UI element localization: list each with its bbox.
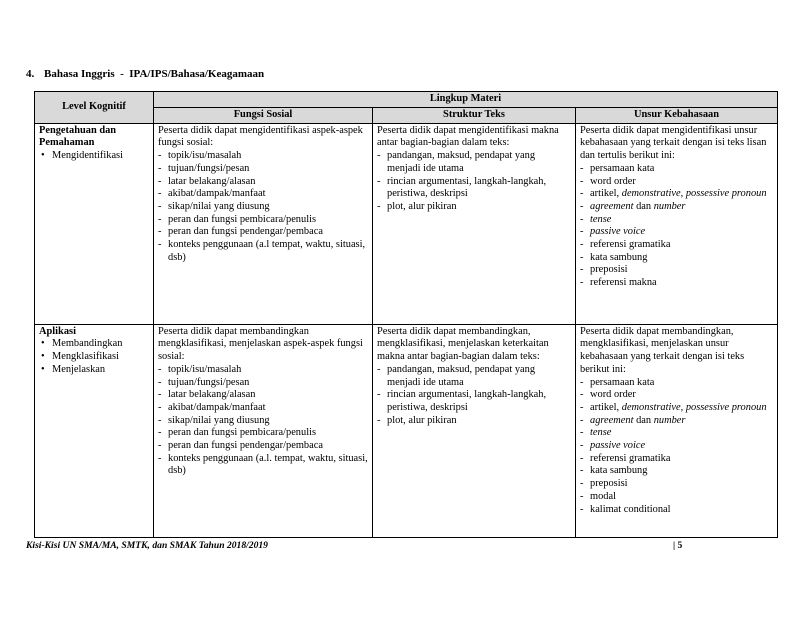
list-item: - preposisi bbox=[580, 264, 773, 277]
level-title: Aplikasi bbox=[39, 325, 76, 337]
list-item: - pandangan, maksud, pendapat yang menjadi ide utama bbox=[377, 150, 571, 175]
list-item: - peran dan fungsi pendengar/pembaca bbox=[158, 440, 368, 453]
level-title: Pengetahuan dan Pemahaman bbox=[39, 124, 117, 149]
list-item: - passive voice bbox=[580, 226, 773, 239]
list-item bbox=[580, 402, 773, 415]
level-cell bbox=[35, 324, 154, 537]
page-number: | 5 bbox=[673, 540, 683, 551]
list-item: - plot, alur pikiran bbox=[377, 415, 571, 428]
fungsi-cell bbox=[154, 324, 373, 537]
list-item: - kata sambung bbox=[580, 252, 773, 265]
list-item: - rincian argumentasi, langkah-langkah, peristiwa, deskripsi bbox=[377, 176, 571, 201]
list-item-part: agreement bbox=[590, 200, 634, 212]
kisi-kisi-table bbox=[34, 91, 778, 538]
list-item: - akibat/dampak/manfaat bbox=[158, 402, 368, 415]
struktur-cell bbox=[373, 324, 576, 537]
level-cell bbox=[35, 123, 154, 324]
fungsi-intro: Peserta didik dapat membandingkan mengklasifikasi, menjelaskan aspek-aspek fungsi sosial: bbox=[158, 325, 363, 363]
list-item: - persamaan kata bbox=[580, 377, 773, 390]
list-item: - kalimat conditional bbox=[580, 504, 773, 517]
struktur-intro: Peserta didik dapat mengidentifikasi makna antar bagian-bagian dalam teks: bbox=[377, 124, 559, 149]
list-item-part: number bbox=[653, 414, 686, 426]
list-item: - preposisi bbox=[580, 478, 773, 491]
list-item: - tujuan/fungsi/pesan bbox=[158, 377, 368, 390]
list-item-part: dan bbox=[633, 414, 654, 426]
level-item: • Menjelaskan bbox=[39, 364, 149, 377]
list-item bbox=[580, 188, 773, 201]
header-level-kognitif: Level Kognitif bbox=[35, 92, 154, 124]
list-item-part: dan bbox=[633, 200, 654, 212]
level-item: • Membandingkan bbox=[39, 338, 149, 351]
list-item: - sikap/nilai yang diusung bbox=[158, 415, 368, 428]
list-item: - peran dan fungsi pembicara/penulis bbox=[158, 214, 368, 227]
level-item: • Mengklasifikasi bbox=[39, 351, 149, 364]
footer-title: Kisi-Kisi UN SMA/MA, SMTK, dan SMAK Tahun 2018/2019 bbox=[26, 540, 268, 551]
section-title: Bahasa Inggris - IPA/IPS/Bahasa/Keagamaan bbox=[44, 68, 265, 80]
unsur-intro: Peserta didik dapat mengidentifikasi unsur kebahasaan yang terkait dengan isi teks lisan dan tertulis berikut ini: bbox=[580, 124, 767, 162]
list-item: - konteks penggunaan (a.l tempat, waktu, situasi, dsb) bbox=[158, 239, 368, 264]
unsur-cell bbox=[576, 123, 778, 324]
list-item: - topik/isu/masalah bbox=[158, 150, 368, 163]
list-item: - peran dan fungsi pendengar/pembaca bbox=[158, 226, 368, 239]
list-item: - latar belakang/alasan bbox=[158, 176, 368, 189]
list-item: - latar belakang/alasan bbox=[158, 389, 368, 402]
level-item: • Mengidentifikasi bbox=[39, 150, 149, 163]
list-item: - word order bbox=[580, 389, 773, 402]
struktur-cell bbox=[373, 123, 576, 324]
list-item: - persamaan kata bbox=[580, 163, 773, 176]
unsur-intro: Peserta didik dapat membandingkan, mengklasifikasi, menjelaskan unsur kebahasaan yang terkait dengan isi teks berikut ini: bbox=[580, 325, 745, 375]
list-item: - konteks penggunaan (a.l. tempat, waktu, situasi, dsb) bbox=[158, 453, 368, 478]
list-item: - referensi gramatika bbox=[580, 239, 773, 252]
list-item: - peran dan fungsi pembicara/penulis bbox=[158, 427, 368, 440]
list-item: - plot, alur pikiran bbox=[377, 201, 571, 214]
list-item: - topik/isu/masalah bbox=[158, 364, 368, 377]
header-struktur-teks: Struktur Teks bbox=[373, 107, 576, 123]
list-item-part: agreement bbox=[590, 414, 634, 426]
list-item: - word order bbox=[580, 176, 773, 189]
list-item-part: demonstrative, possessive pronoun bbox=[621, 401, 767, 413]
list-item: - sikap/nilai yang diusung bbox=[158, 201, 368, 214]
struktur-intro: Peserta didik dapat membandingkan, mengklasifikasi, menjelaskan keterkaitan makna antar bagian-bagian dalam teks: bbox=[377, 325, 549, 363]
fungsi-intro: Peserta didik dapat mengidentifikasi aspek-aspek fungsi sosial: bbox=[158, 124, 363, 149]
unsur-cell bbox=[576, 324, 778, 537]
header-lingkup-materi: Lingkup Materi bbox=[154, 92, 778, 108]
table-row bbox=[35, 123, 778, 324]
list-item: - referensi makna bbox=[580, 277, 773, 290]
section-heading bbox=[26, 68, 264, 80]
list-item: - rincian argumentasi, langkah-langkah, peristiwa, deskripsi bbox=[377, 389, 571, 414]
fungsi-cell bbox=[154, 123, 373, 324]
list-item-part: artikel, bbox=[590, 188, 622, 200]
header-unsur-kebahasaan: Unsur Kebahasaan bbox=[576, 107, 778, 123]
list-item: - akibat/dampak/manfaat bbox=[158, 188, 368, 201]
list-item: - pandangan, maksud, pendapat yang menjadi ide utama bbox=[377, 364, 571, 389]
list-item: - tense bbox=[580, 427, 773, 440]
table-row bbox=[35, 324, 778, 537]
list-item: - referensi gramatika bbox=[580, 453, 773, 466]
section-number: 4. bbox=[26, 68, 35, 80]
list-item: - tense bbox=[580, 214, 773, 227]
list-item-part: demonstrative, possessive pronoun bbox=[621, 188, 767, 200]
list-item bbox=[580, 415, 773, 428]
list-item bbox=[580, 201, 773, 214]
list-item: - tujuan/fungsi/pesan bbox=[158, 163, 368, 176]
list-item-part: artikel, bbox=[590, 401, 622, 413]
header-fungsi-sosial: Fungsi Sosial bbox=[154, 107, 373, 123]
list-item-part: number bbox=[653, 200, 686, 212]
list-item: - kata sambung bbox=[580, 465, 773, 478]
list-item: - modal bbox=[580, 491, 773, 504]
list-item: - passive voice bbox=[580, 440, 773, 453]
